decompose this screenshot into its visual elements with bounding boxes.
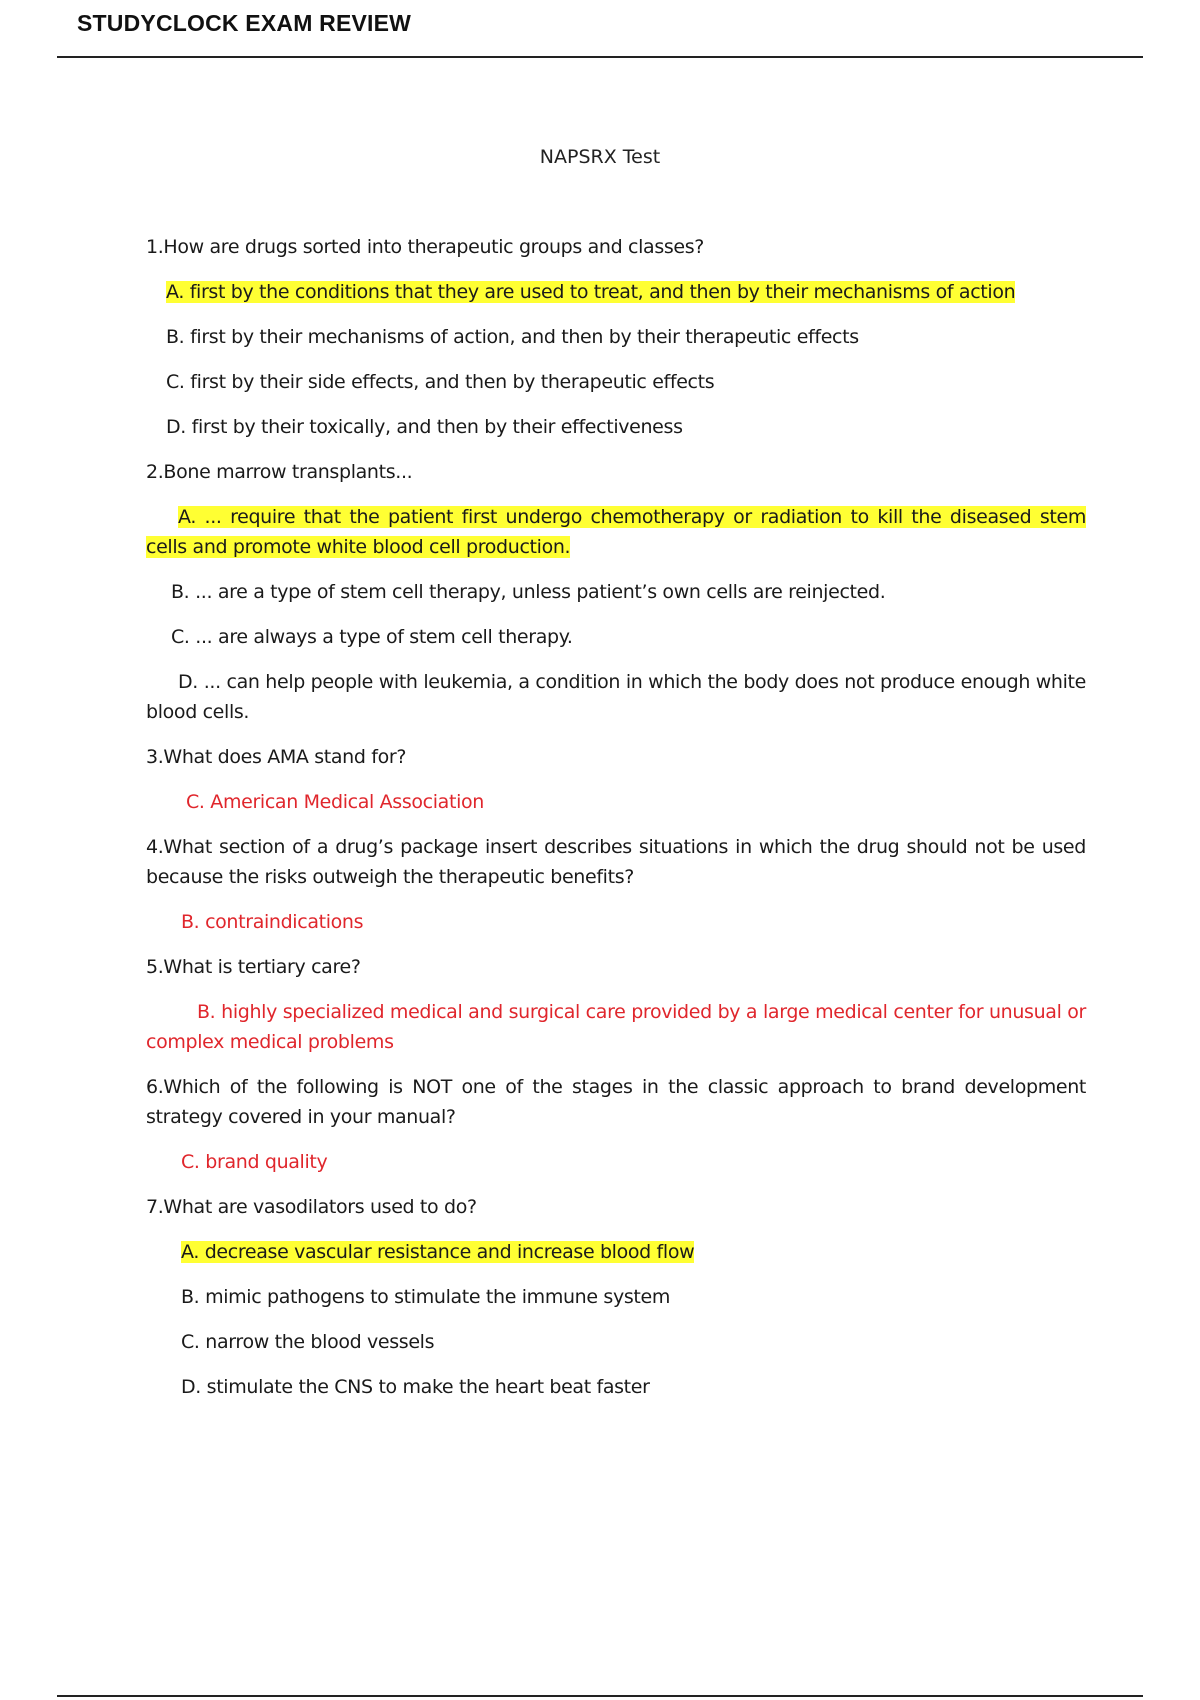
q7-answer-highlight: A. decrease vascular resistance and increase blood flow [181, 1241, 695, 1263]
q1-option-c: C. first by their side effects, and then by therapeutic effects [166, 371, 715, 393]
q6-answer: C. brand quality [181, 1151, 328, 1173]
q3-answer: C. American Medical Association [186, 791, 484, 813]
question-list [146, 232, 1086, 1417]
q4-answer: B. contraindications [181, 911, 364, 933]
q7-option-d: D. stimulate the CNS to make the heart beat faster [181, 1376, 650, 1398]
document-header: STUDYCLOCK EXAM REVIEW [77, 10, 412, 36]
q7-option-c: C. narrow the blood vessels [181, 1331, 435, 1353]
question-6: 6.Which of the following is NOT one of the stages in the classic approach to brand development strategy covered in your manual? [146, 1076, 1086, 1128]
q1-option-d: D. first by their toxically, and then by their effectiveness [166, 416, 683, 438]
q7-option-b: B. mimic pathogens to stimulate the immune system [181, 1286, 670, 1308]
q2-answer-highlight: A. ... require that the patient first undergo chemotherapy or radiation to kill the diseased stem cells and promote white blood cell production. [146, 506, 1086, 558]
question-5: 5.What is tertiary care? [146, 956, 361, 978]
question-7: 7.What are vasodilators used to do? [146, 1196, 477, 1218]
document-title: NAPSRX Test [539, 146, 661, 168]
question-3: 3.What does AMA stand for? [146, 746, 407, 768]
header-divider [57, 56, 1143, 58]
question-1: 1.How are drugs sorted into therapeutic groups and classes? [146, 236, 705, 258]
question-2: 2.Bone marrow transplants... [146, 461, 413, 483]
q2-option-c: C. ... are always a type of stem cell therapy. [171, 626, 573, 648]
q7-option-a [146, 1237, 1086, 1267]
footer-divider [57, 1695, 1143, 1697]
q1-option-b: B. first by their mechanisms of action, and then by their therapeutic effects [166, 326, 859, 348]
q2-option-d: D. ... can help people with leukemia, a condition in which the body does not produce enough white blood cells. [146, 671, 1086, 723]
q5-answer: B. highly specialized medical and surgical care provided by a large medical center for unusual or complex medical problems [146, 1001, 1086, 1053]
q1-answer-highlight: A. first by the conditions that they are used to treat, and then by their mechanisms of action [166, 281, 1016, 303]
q2-option-a [146, 502, 1086, 562]
question-4: 4.What section of a drug’s package insert describes situations in which the drug should not be used because the risks outweigh the therapeutic benefits? [146, 836, 1086, 888]
q1-option-a [146, 277, 1086, 307]
q2-option-b: B. ... are a type of stem cell therapy, unless patient’s own cells are reinjected. [171, 581, 886, 603]
